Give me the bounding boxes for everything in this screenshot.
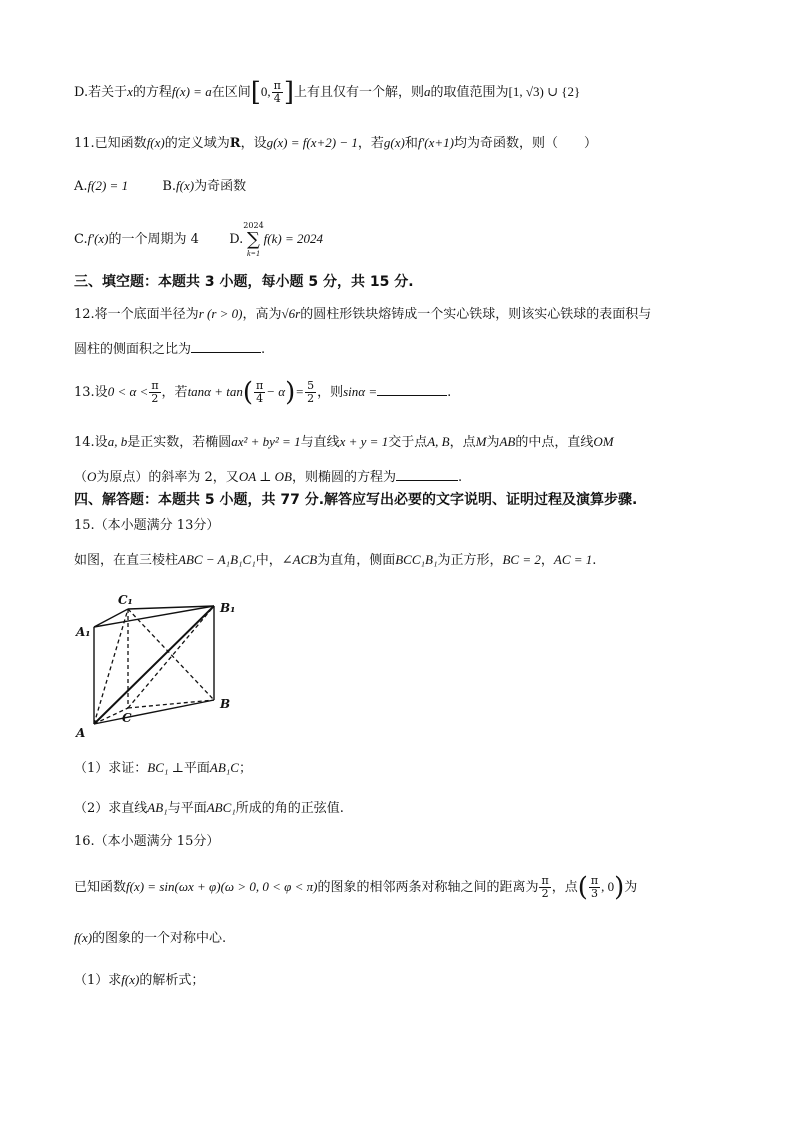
q15-header: 15.（本小题满分 13分） [74,518,220,533]
q15-stem: 如图，在直三棱柱ABC − A₁B₁C₁中，∠ACB为直角，侧面BCC₁B₁为正方形，BC = 2，AC = 1. [74,552,597,568]
section-3-heading: 三、填空题：本题共 3 小题，每小题 5 分，共 15 分. [74,274,414,290]
q12-line1: 12.将一个底面半径为r (r > 0)，高为√6r的圆柱形铁块熔铸成一个实心铁球，则该实心铁球的表面积与 [74,306,652,322]
q13: 13.设0 < α < $\frac{\pi}{2}$ ，若tanα + tan( $\frac{\pi}{4}$ − α)= $\frac{5}{2}$ ，则sinα = . [74,377,452,408]
q14-line2: （O为原点）的斜率为 2，又OA ⊥ OB，则椭圆的方程为 . [74,466,754,488]
q14-answer-blank[interactable] [396,466,458,481]
label-a1: A₁ [76,625,91,639]
q16-header: 16.（本小题满分 15分） [74,834,220,849]
edge-c-b-hidden [128,700,214,708]
q16-stem: 已知函数f(x) = sin(ωx + φ)(ω > 0, 0 < φ < π)的图象的相邻两条对称轴之间的距离为 $\frac{\pi}{2}$ ，点( $\frac{\pi}{3}$ , 0)为 [74,872,638,903]
q11-options-cd: C.f′(x)的一个周期为 4 D. 2024 ∑ k=1 f(k) = 2024 [74,220,323,258]
q11-stem: 11.已知函数f(x)的定义域为R，设g(x) = f(x+2) − 1，若g(x)和f′(x+1)均为奇函数，则（ ） [74,135,598,151]
q16-stem-line2: f(x)的图象的一个对称中心. [74,930,227,946]
q14-line1: 14.设a, b是正实数，若椭圆ax² + by² = 1与直线x + y = 1交于点A, B，点M为AB的中点，直线OM [74,434,614,450]
segment-c-b1-hidden [128,606,214,708]
label-c1: C₁ [118,593,133,607]
label-b: B [220,697,231,711]
q10-option-d: D.若关于x的方程f(x) = a在区间[0, $\frac{\pi}{4}$ ]上有且仅有一个解，则a的取值范围为[1, √3) ∪ {2} [74,77,581,108]
q15-part2: （2）求直线AB₁与平面ABC₁所成的角的正弦值. [74,800,344,816]
q12-answer-blank[interactable] [191,338,261,353]
label-a: A [76,726,86,740]
q13-answer-blank[interactable] [377,381,447,396]
edge-a-b [94,700,214,724]
label-c: C [122,711,132,725]
q12-line2: 圆柱的侧面积之比为 . [74,338,754,360]
sum-sigma: 2024 ∑ k=1 [243,220,264,258]
q15-part1: （1）求证：BC₁ ⊥平面AB₁C； [74,760,252,776]
section-4-heading: 四、解答题：本题共 5 小题，共 77 分.解答应写出必要的文字说明、证明过程及演算步骤. [74,492,638,508]
q11-options-ab: A.f(2) = 1 B.f(x)为奇函数 [74,178,247,194]
prism-figure [72,592,252,742]
label-b1: B₁ [220,601,236,615]
q16-part1: （1）求f(x)的解析式； [74,972,205,988]
segment-c1-b-hidden [128,609,214,700]
